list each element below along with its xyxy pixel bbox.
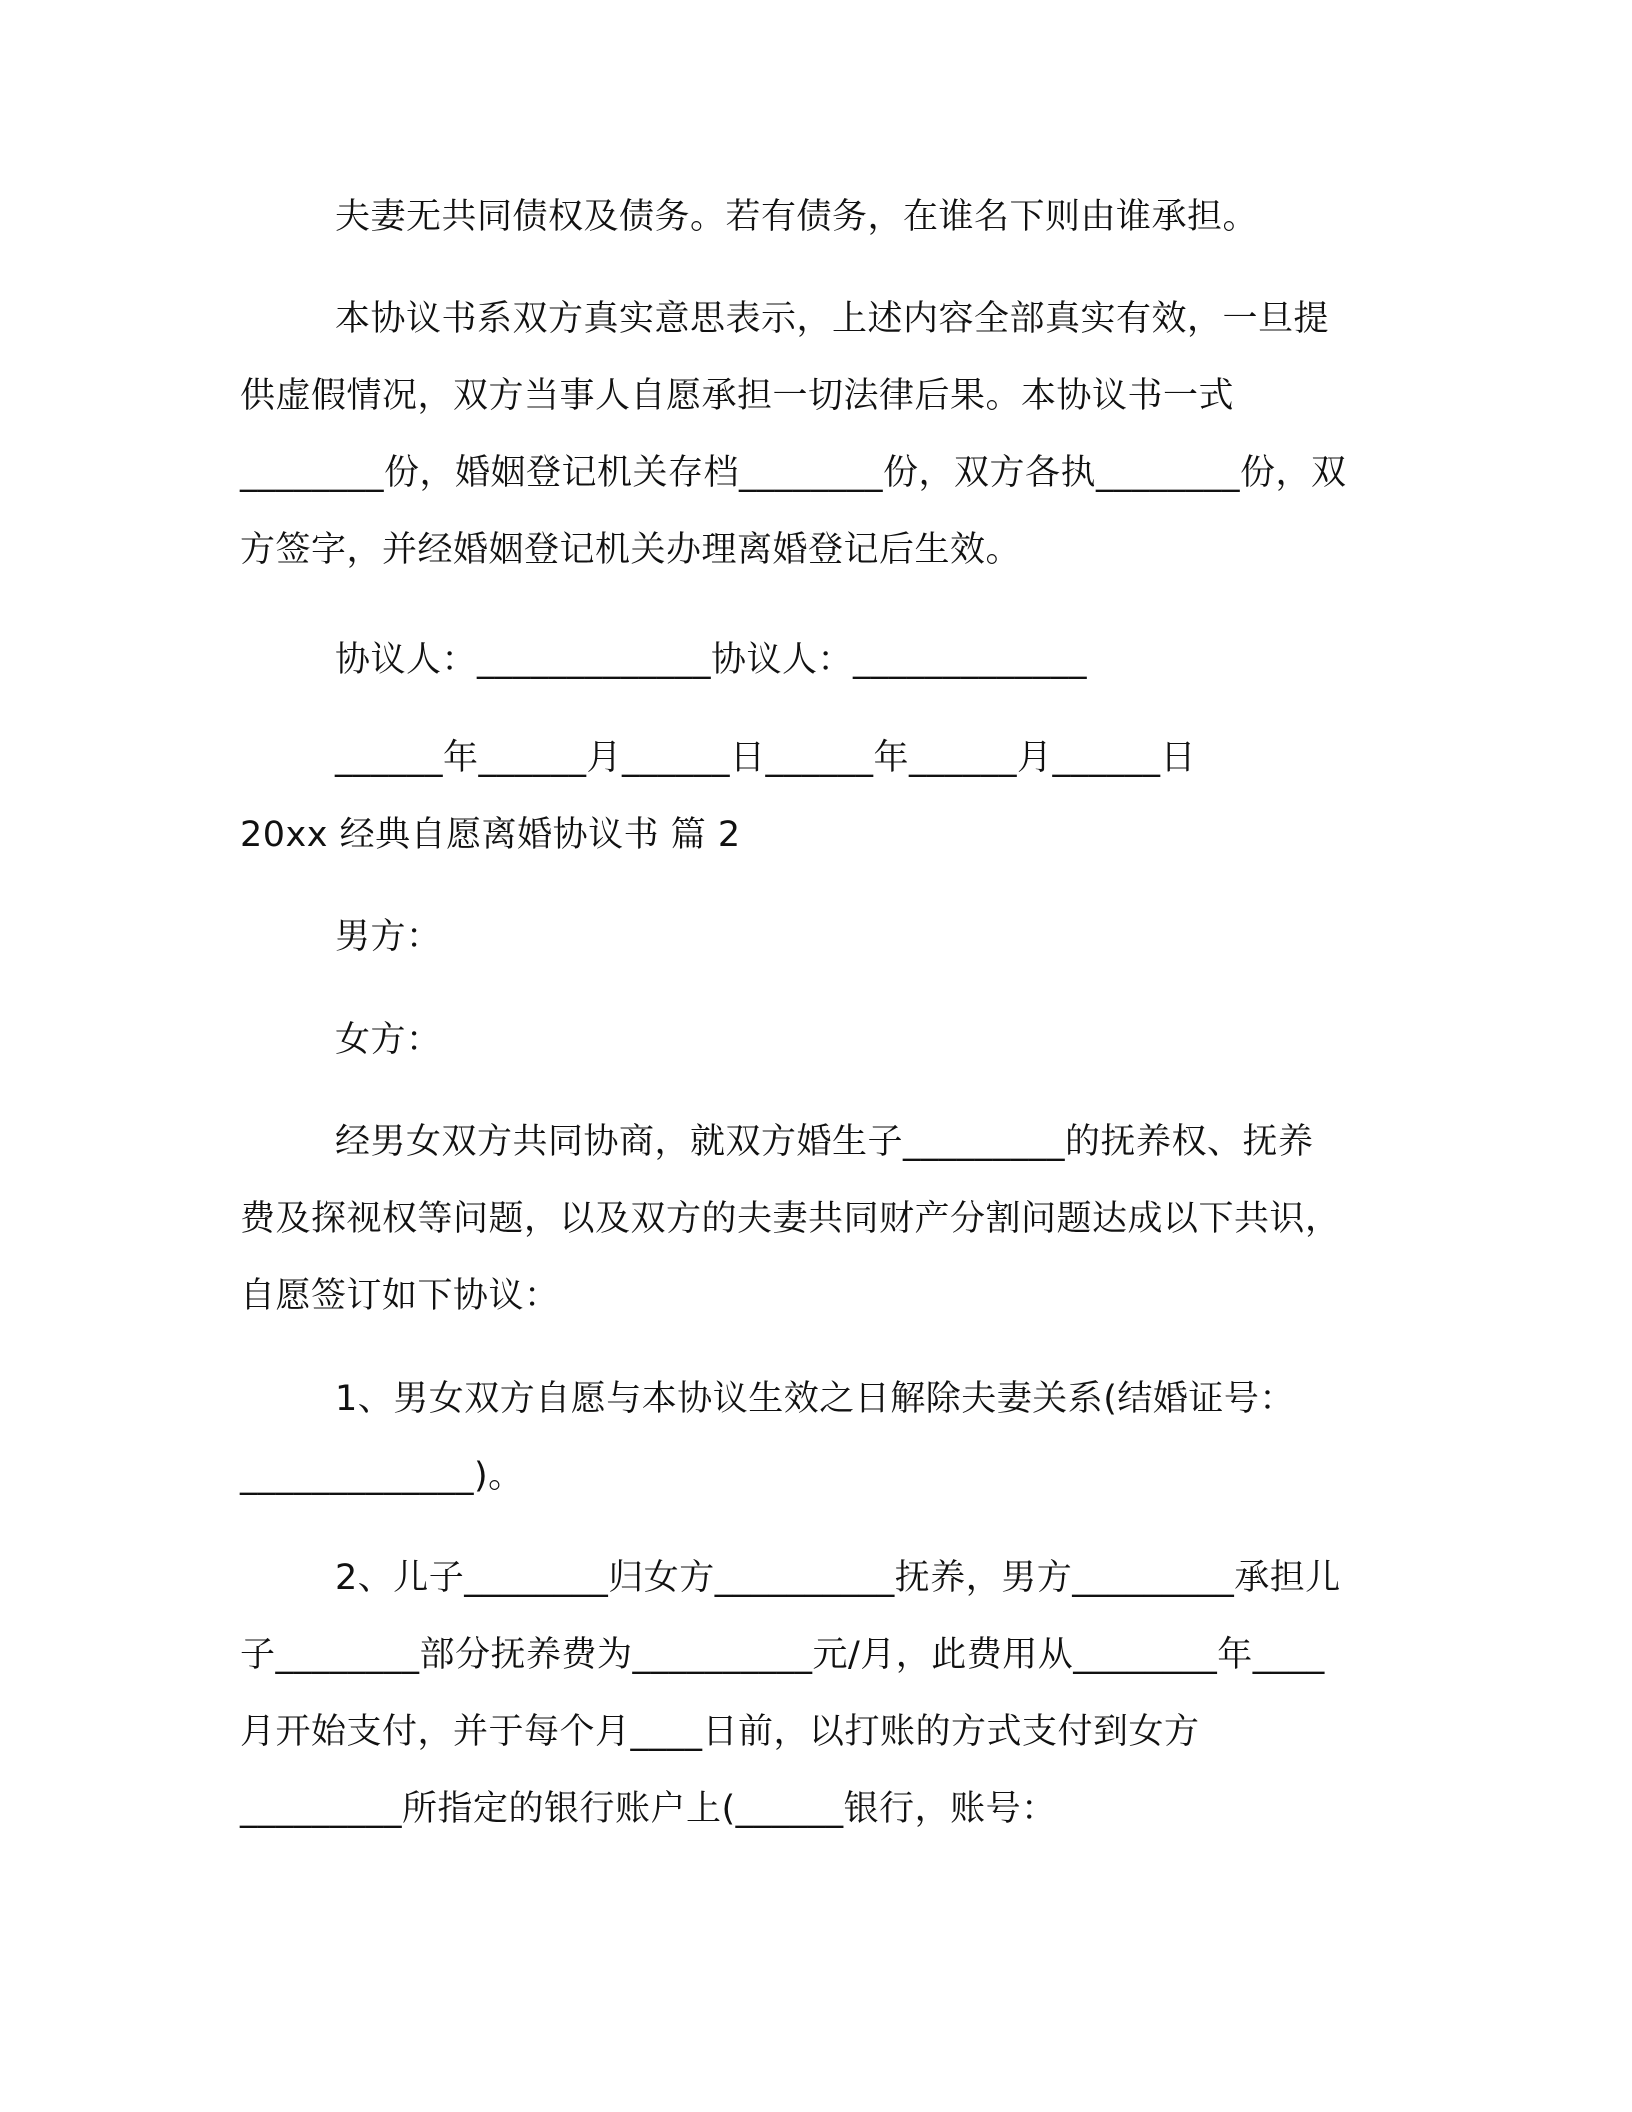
paragraph-agreement-line-1: 本协议书系双方真实意思表示，上述内容全部真实有效，一旦提 [335,299,1330,339]
section-heading: 20xx 经典自愿离婚协议书 篇 2 [240,815,741,855]
paragraph-agreement-line-2: 供虚假情况，双方当事人自愿承担一切法律后果。本协议书一式 [240,376,1235,416]
female-party-label: 女方： [335,1020,442,1060]
clause-1-line-1: 1、男女双方自愿与本协议生效之日解除夫妻关系(结婚证号： [335,1379,1295,1419]
paragraph-agreement-line-3: ________份，婚姻登记机关存档________份，双方各执________份，双 [240,453,1347,493]
male-party-label: 男方： [335,917,442,957]
preamble-line-2: 费及探视权等问题，以及双方的夫妻共同财产分割问题达成以下共识， [240,1199,1341,1239]
signatories-line: 协议人：_____________协议人：_____________ [335,640,1088,680]
paragraph-agreement-line-4: 方签字，并经婚姻登记机关办理离婚登记后生效。 [240,530,1022,570]
clause-2-line-2: 子________部分抚养费为__________元/月，此费用从________年____ [240,1635,1325,1675]
date-line: ______年______月______日______年______月______日 [335,738,1197,778]
paragraph-debt: 夫妻无共同债权及债务。若有债务，在谁名下则由谁承担。 [335,197,1259,237]
preamble-line-1: 经男女双方共同协商，就双方婚生子_________的抚养权、抚养 [335,1122,1314,1162]
preamble-line-3: 自愿签订如下协议： [240,1276,560,1316]
clause-2-line-4: _________所指定的银行账户上(______银行，账号： [240,1789,1057,1829]
clause-2-line-1: 2、儿子________归女方__________抚养，男方_________承担儿 [335,1558,1341,1598]
clause-2-line-3: 月开始支付，并于每个月____日前，以打账的方式支付到女方 [240,1712,1200,1752]
clause-1-line-2: _____________)。 [240,1456,524,1496]
